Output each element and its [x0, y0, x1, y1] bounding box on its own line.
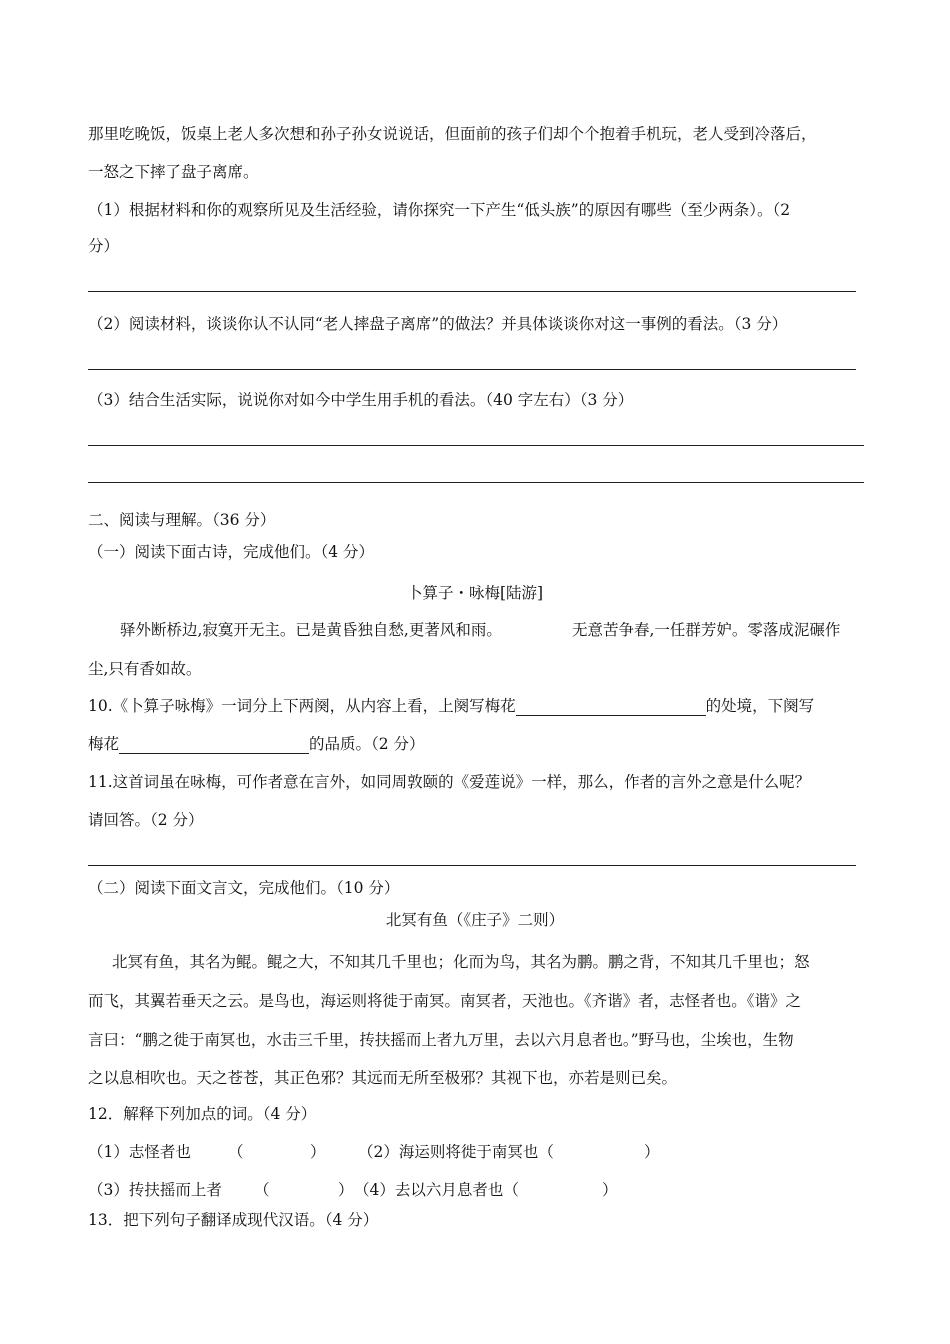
- q12-item-3-paren-close: ）: [338, 1181, 354, 1199]
- prose-line-1: 北冥有鱼，其名为鲲。鲲之大，不知其几千里也；化而为鸟，其名为鹏。鹏之背，不知其几千里也；怒: [112, 953, 810, 971]
- section-2-title: 二、阅读与理解。（36 分）: [88, 511, 276, 529]
- question-13: 13．把下列句子翻译成现代汉语。（4 分）: [88, 1211, 379, 1229]
- answer-line-q2[interactable]: [88, 369, 856, 370]
- question-2: （2）阅读材料，谈谈你认不认同“老人摔盘子离席”的做法？并具体谈谈你对这一事例的看法。（3 分）: [88, 315, 788, 333]
- question-1-line-2: 分）: [88, 237, 120, 255]
- blank-q10-2[interactable]: [119, 735, 309, 754]
- question-10-text-c: 梅花: [88, 735, 120, 753]
- question-10-text-a: 10.《卜算子咏梅》一词分上下两阕，从内容上看，上阕写梅花: [88, 697, 516, 715]
- q12-item-2: （2）海运则将徙于南冥也（: [358, 1143, 554, 1161]
- q12-item-4-paren-close: ）: [602, 1181, 618, 1199]
- q12-item-3: （3）抟扶摇而上者: [88, 1181, 222, 1199]
- answer-line-q11[interactable]: [88, 865, 856, 866]
- part-2-title: （二）阅读下面文言文，完成他们。（10 分）: [88, 879, 400, 897]
- q12-item-3-paren-open: （: [254, 1181, 270, 1199]
- question-3: （3）结合生活实际，说说你对如今中学生用手机的看法。（40 字左右）（3 分）: [88, 391, 634, 409]
- question-1-line-1: （1）根据材料和你的观察所见及生活经验，请你探究一下产生“低头族”的原因有哪些（至少两条）。（2: [88, 201, 791, 219]
- part-1-title: （一）阅读下面古诗，完成他们。（4 分）: [88, 543, 375, 561]
- material-line-2: 一怒之下摔了盘子离席。: [88, 163, 259, 181]
- question-10-text-b: 的处境，下阕写: [705, 697, 815, 715]
- prose-line-3: 言曰：“鹏之徙于南冥也，水击三千里，抟扶摇而上者九万里，去以六月息者也。”野马也，尘埃也，生物: [88, 1031, 794, 1049]
- q12-item-4: （4）去以六月息者也（: [354, 1181, 519, 1199]
- prose-title: 北冥有鱼（《庄子》二则）: [385, 911, 565, 929]
- answer-line-q3-b[interactable]: [88, 482, 864, 483]
- q12-item-1-paren-close: ）: [310, 1143, 326, 1161]
- poem-line-2: 尘,只有香如故。: [88, 660, 202, 678]
- question-12: 12．解释下列加点的词。（4 分）: [88, 1105, 317, 1123]
- poem-line-1b: 无意苦争春,一任群芳妒。零落成泥碾作: [572, 621, 841, 639]
- answer-line-q1[interactable]: [88, 291, 856, 292]
- answer-line-q3-a[interactable]: [88, 445, 864, 446]
- blank-q10-1[interactable]: [516, 697, 706, 716]
- question-10-line-1: [88, 696, 814, 716]
- q12-item-1: （1）志怪者也: [88, 1143, 191, 1161]
- poem-title: 卜算子・咏梅[陆游]: [406, 584, 544, 602]
- poem-line-1: 驿外断桥边,寂寞开无主。已是黄昏独自愁,更著风和雨。: [120, 621, 502, 639]
- question-10-text-d: 的品质。（2 分）: [309, 735, 425, 753]
- prose-line-4: 之以息相吹也。天之苍苍，其正色邪？其远而无所至极邪？其视下也，亦若是则已矣。: [88, 1069, 678, 1087]
- q12-item-1-paren-open: （: [228, 1143, 244, 1161]
- prose-line-2: 而飞，其翼若垂天之云。是鸟也，海运则将徙于南冥。南冥者，天池也。《齐谐》者，志怪者也。《谐》之: [88, 992, 802, 1010]
- question-11-line-1: 11.这首词虽在咏梅，可作者意在言外，如同周敦颐的《爱莲说》一样，那么，作者的言外之意是什么呢？: [88, 773, 811, 791]
- question-11-line-2: 请回答。（2 分）: [88, 811, 204, 829]
- q12-item-2-paren-close: ）: [644, 1143, 660, 1161]
- material-line-1: 那里吃晚饭，饭桌上老人多次想和孙子孙女说说话，但面前的孩子们却个个抱着手机玩，老人受到冷落后，: [88, 125, 817, 143]
- question-10-line-2: [88, 734, 425, 754]
